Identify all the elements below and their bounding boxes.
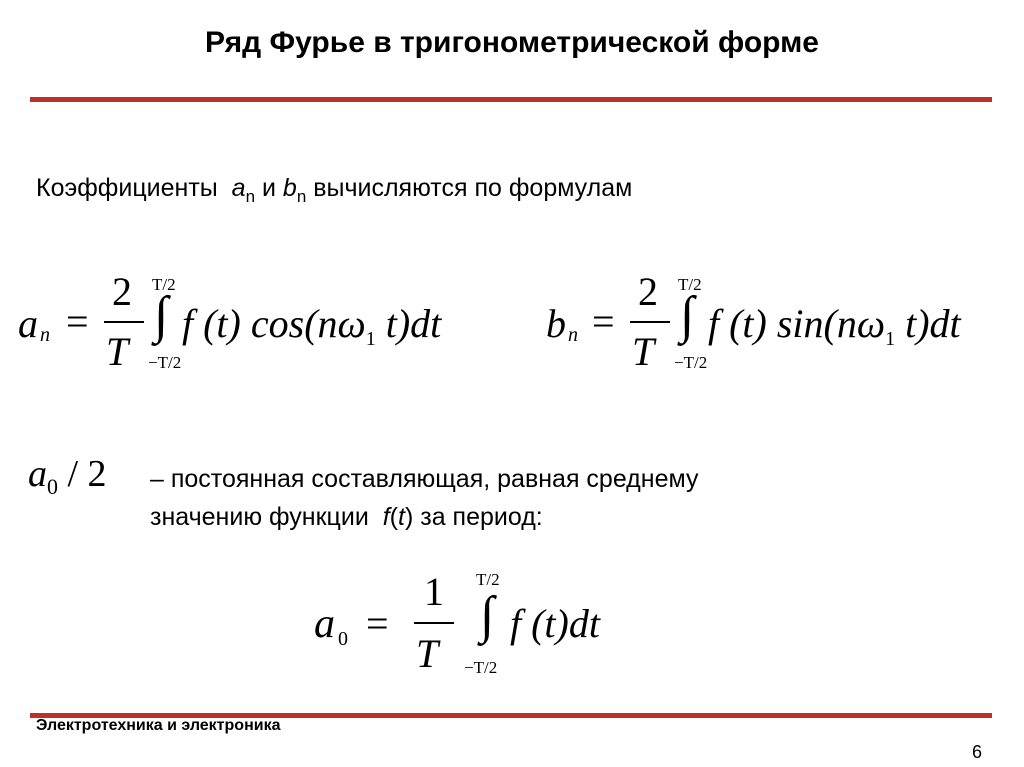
an-equals: = xyxy=(66,299,89,344)
a0-equals: = xyxy=(366,601,389,646)
a0-lower-limit: −T/2 xyxy=(464,658,498,677)
formula-an xyxy=(0,250,520,390)
bn-upper-limit: T/2 xyxy=(678,275,702,294)
intro-conjunction: и xyxy=(261,174,276,202)
b-index: n xyxy=(296,187,307,206)
bn-integrand: f (t) $\sin(n\omega_1$ t)dt xyxy=(708,301,961,350)
a0-integrand: f (t)dt xyxy=(510,601,600,646)
bn-fraction-bar xyxy=(630,321,670,323)
a0-fraction-bar xyxy=(414,622,454,624)
a0-lhs: a xyxy=(314,601,335,647)
slide-title: Ряд Фурье в тригонометрической форме xyxy=(205,26,819,59)
bn-lhs: b xyxy=(546,301,566,346)
an-integrand: f (t) $\cos(n\omega_1$ t)dt xyxy=(182,301,442,350)
a0-denominator: T xyxy=(416,631,439,676)
description-line-2: значению функции f(t) за период: xyxy=(150,503,543,531)
an-lhs: a xyxy=(18,301,38,346)
page-number: 6 xyxy=(971,742,982,762)
course-name: Электротехника и электроника xyxy=(36,717,281,734)
formula-a0 xyxy=(300,550,680,700)
a0-half-symbol: $a_0 / 2$ xyxy=(28,453,107,499)
an-upper-limit: T/2 xyxy=(152,275,176,294)
an-integral-sign: ∫ xyxy=(154,287,169,344)
intro-tail: вычисляются по формулам xyxy=(313,174,633,202)
an-fraction-bar xyxy=(104,321,144,323)
a0-numerator: 1 xyxy=(424,569,444,614)
title-divider xyxy=(30,97,992,102)
bn-denominator: T xyxy=(632,329,655,374)
an-lower-limit: −T/2 xyxy=(148,353,182,372)
bn-numerator: 2 xyxy=(638,269,658,314)
constant-term-description xyxy=(150,460,698,536)
b-symbol: b xyxy=(282,174,297,202)
bn-integral-sign: ∫ xyxy=(680,287,695,344)
bn-lower-limit: −T/2 xyxy=(674,353,708,372)
formula-bn xyxy=(530,250,1010,390)
intro-text xyxy=(36,170,632,206)
a0-integral-sign: ∫ xyxy=(480,587,495,644)
an-numerator: 2 xyxy=(112,269,132,314)
an-denominator: T xyxy=(106,329,129,374)
a0-upper-limit: T/2 xyxy=(476,570,500,589)
a-index: n xyxy=(245,187,256,206)
intro-lead: Коэффициенты xyxy=(36,174,218,202)
bn-lhs-index: n xyxy=(568,324,578,346)
an-lhs-index: n xyxy=(40,324,50,346)
bn-equals: = xyxy=(592,299,615,344)
a0-lhs-index: 0 xyxy=(338,628,348,650)
a-symbol: a xyxy=(231,174,246,202)
description-line-1: – постоянная составляющая, равная среднему xyxy=(150,465,699,493)
